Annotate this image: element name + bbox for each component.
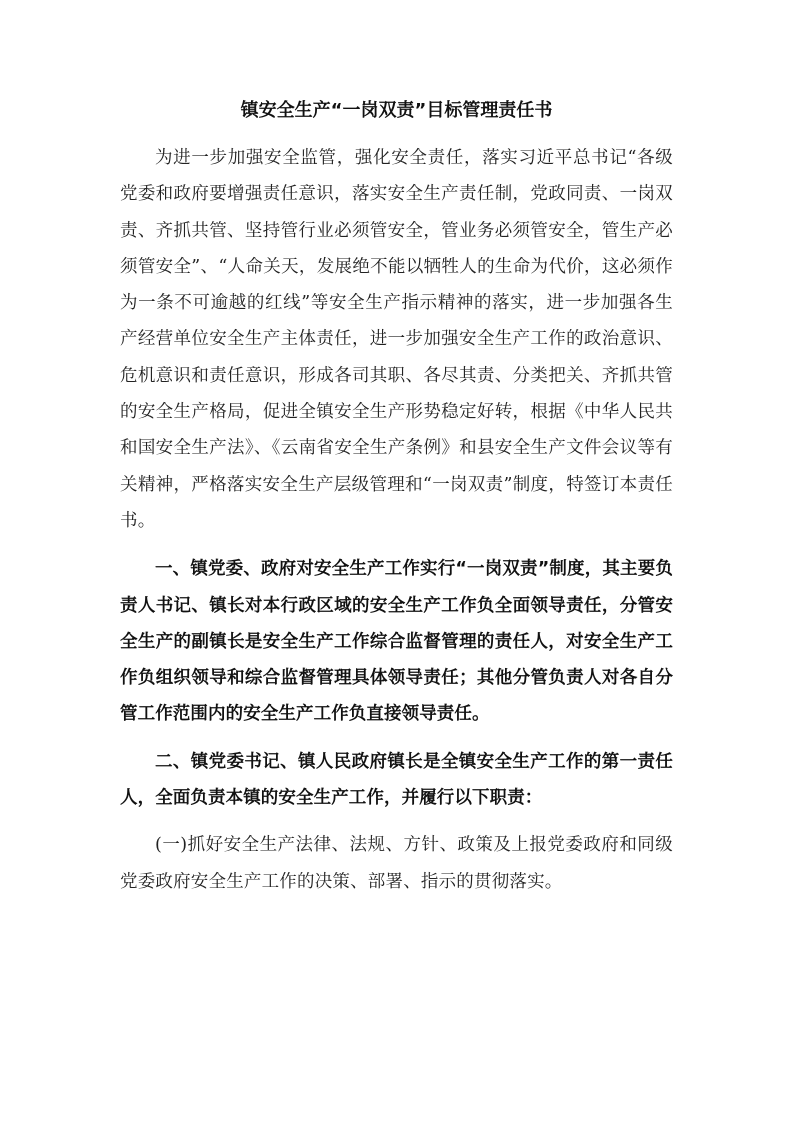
item-one-paragraph: (一)抓好安全生产法律、法规、方针、政策及上报党委政府和同级党委政府安全生产工作的决策、部署、指示的贯彻落实。: [120, 835, 673, 892]
section-one-paragraph: 一、镇党委、政府对安全生产工作实行“一岗双责”制度，其主要负责人书记、镇长对本行政区域的安全生产工作负全面领导责任，分管安全生产的副镇长是安全生产工作综合监督管理的责任人，对安全生产工作负组织领导和综合监督管理具体领导责任；其他分管负责人对各自分管工作范围内的安全生产工作负直接领导责任。: [120, 559, 673, 725]
intro-paragraph: 为进一步加强安全监管，强化安全责任，落实习近平总书记“各级党委和政府要增强责任意识，落实安全生产责任制，党政同责、一岗双责、齐抓共管、坚持管行业必须管安全，管业务必须管安全，管生产必须管安全”、“人命关天，发展绝不能以牺牲人的生命为代价，这必须作为一条不可逾越的红线”等安全生产指示精神的落实，进一步加强各生产经营单位安全生产主体责任，进一步加强安全生产工作的政治意识、危机意识和责任意识，形成各司其职、各尽其责、分类把关、齐抓共管的安全生产格局，促进全镇安全生产形势稳定好转，根据《中华人民共和国安全生产法》、《云南省安全生产条例》和县安全生产文件会议等有关精神，严格落实安全生产层级管理和“一岗双责”制度，特签订本责任书。: [120, 148, 673, 531]
document-title: 镇安全生产“一岗双责”目标管理责任书: [240, 100, 553, 121]
section-two-paragraph: 二、镇党委书记、镇人民政府镇长是全镇安全生产工作的第一责任人，全面负责本镇的安全生产工作，并履行以下职责：: [120, 751, 673, 809]
